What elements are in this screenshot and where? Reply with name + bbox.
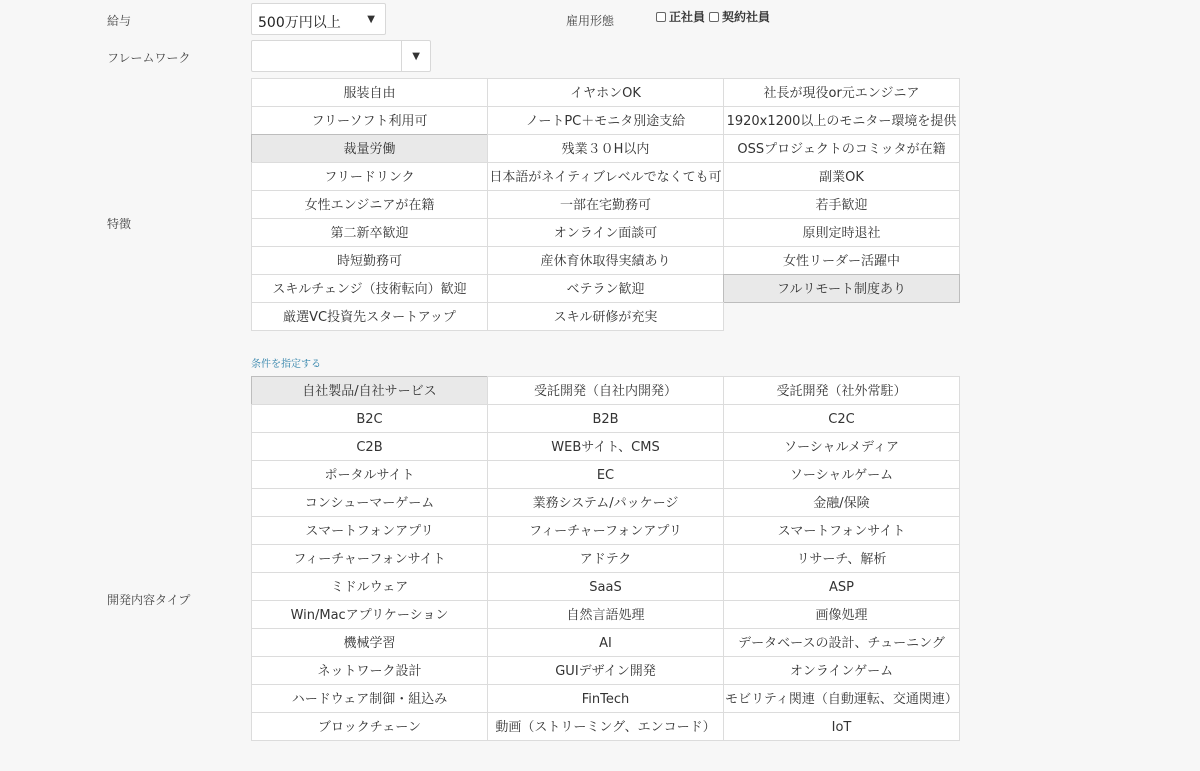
dev-type-option[interactable]: C2B (251, 432, 488, 461)
dev-type-option[interactable]: WEBサイト、CMS (487, 432, 724, 461)
salary-select[interactable] (251, 3, 386, 35)
dev-type-option[interactable]: フィーチャーフォンサイト (251, 544, 488, 573)
salary-label: 給与 (107, 14, 132, 28)
feature-option[interactable]: フリーソフト利用可 (251, 106, 488, 135)
feature-option[interactable]: 残業３０H以内 (487, 134, 724, 163)
framework-select[interactable] (251, 40, 431, 72)
feature-option[interactable]: 厳選VC投資先スタートアップ (251, 302, 488, 331)
chevron-down-icon: ▼ (367, 14, 375, 25)
feature-option[interactable]: フルリモート制度あり (723, 274, 960, 303)
dev-type-option[interactable]: アドテク (487, 544, 724, 573)
dev-type-option[interactable]: 受託開発（自社内開発） (487, 376, 724, 405)
dev-type-option[interactable]: 受託開発（社外常駐） (723, 376, 960, 405)
dev-type-option[interactable]: ブロックチェーン (251, 712, 488, 741)
dev-type-option[interactable]: GUIデザイン開発 (487, 656, 724, 685)
feature-option[interactable]: 副業OK (723, 162, 960, 191)
feature-option[interactable]: 産休育休取得実績あり (487, 246, 724, 275)
dev-type-option[interactable]: ソーシャルメディア (723, 432, 960, 461)
specify-conditions-link[interactable]: 条件を指定する (251, 359, 321, 370)
dev-type-option[interactable]: FinTech (487, 684, 724, 713)
dev-type-option[interactable]: ハードウェア制御・組込み (251, 684, 488, 713)
feature-option[interactable]: OSSプロジェクトのコミッタが在籍 (723, 134, 960, 163)
features-label: 特徴 (107, 217, 132, 231)
dev-type-option[interactable]: C2C (723, 404, 960, 433)
dev-type-option[interactable]: B2C (251, 404, 488, 433)
dev-types-grid (251, 376, 959, 740)
feature-option[interactable]: ベテラン歓迎 (487, 274, 724, 303)
dev-type-option[interactable]: ASP (723, 572, 960, 601)
dev-type-option[interactable]: スマートフォンサイト (723, 516, 960, 545)
employment-label: 雇用形態 (566, 14, 615, 28)
feature-option[interactable]: オンライン面談可 (487, 218, 724, 247)
employment-checkboxes (656, 8, 774, 25)
feature-option[interactable]: 服装自由 (251, 78, 488, 107)
features-grid (251, 78, 959, 330)
dev-type-option[interactable]: ミドルウェア (251, 572, 488, 601)
feature-option[interactable]: 女性リーダー活躍中 (723, 246, 960, 275)
dev-type-option[interactable]: リサーチ、解析 (723, 544, 960, 573)
feature-option[interactable]: 女性エンジニアが在籍 (251, 190, 488, 219)
dev-type-option[interactable]: 自然言語処理 (487, 600, 724, 629)
dev-type-option[interactable]: EC (487, 460, 724, 489)
feature-option[interactable]: 裁量労働 (251, 134, 488, 163)
feature-option[interactable]: 日本語がネイティブレベルでなくても可 (487, 162, 724, 191)
feature-option[interactable]: スキル研修が充実 (487, 302, 724, 331)
feature-option[interactable]: 1920x1200以上のモニター環境を提供 (723, 106, 960, 135)
employment-option-fulltime[interactable]: 正社員 (656, 8, 705, 25)
feature-option[interactable]: フリードリンク (251, 162, 488, 191)
dev-type-option[interactable]: B2B (487, 404, 724, 433)
framework-label: フレームワーク (107, 51, 191, 65)
feature-option[interactable]: 第二新卒歓迎 (251, 218, 488, 247)
dev-type-option[interactable]: ネットワーク設計 (251, 656, 488, 685)
dev-type-option[interactable]: ポータルサイト (251, 460, 488, 489)
dev-type-option[interactable]: SaaS (487, 572, 724, 601)
feature-option[interactable]: 時短勤務可 (251, 246, 488, 275)
chevron-down-icon: ▼ (412, 51, 420, 62)
dev-type-option[interactable]: データベースの設計、チューニング (723, 628, 960, 657)
dev-type-option[interactable]: AI (487, 628, 724, 657)
dev-type-option[interactable]: 機械学習 (251, 628, 488, 657)
dev-type-option[interactable]: オンラインゲーム (723, 656, 960, 685)
feature-option[interactable]: ノートPC＋モニタ別途支給 (487, 106, 724, 135)
feature-option[interactable]: 社長が現役or元エンジニア (723, 78, 960, 107)
checkbox[interactable] (656, 12, 666, 22)
feature-option[interactable]: スキルチェンジ（技術転向）歓迎 (251, 274, 488, 303)
dev-type-option[interactable]: フィーチャーフォンアプリ (487, 516, 724, 545)
dev-type-option[interactable]: モビリティ関連（自動運転、交通関連） (723, 684, 960, 713)
salary-select-value: 500万円以上 (258, 15, 341, 31)
employment-option-contract[interactable]: 契約社員 (709, 8, 770, 25)
feature-option[interactable]: イヤホンOK (487, 78, 724, 107)
feature-option[interactable]: 原則定時退社 (723, 218, 960, 247)
checkbox[interactable] (709, 12, 719, 22)
select-divider (401, 41, 402, 71)
dev-type-option[interactable]: 画像処理 (723, 600, 960, 629)
dev-type-option[interactable]: 動画（ストリーミング、エンコード） (487, 712, 724, 741)
dev-type-option[interactable]: Win/Macアプリケーション (251, 600, 488, 629)
dev-type-option[interactable]: コンシューマーゲーム (251, 488, 488, 517)
dev-type-option[interactable]: 金融/保険 (723, 488, 960, 517)
dev-types-label: 開発内容タイプ (107, 593, 191, 607)
dev-type-option[interactable]: 自社製品/自社サービス (251, 376, 488, 405)
dev-type-option[interactable]: ソーシャルゲーム (723, 460, 960, 489)
dev-type-option[interactable]: IoT (723, 712, 960, 741)
dev-type-option[interactable]: 業務システム/パッケージ (487, 488, 724, 517)
dev-type-option[interactable]: スマートフォンアプリ (251, 516, 488, 545)
feature-option[interactable]: 一部在宅勤務可 (487, 190, 724, 219)
feature-option[interactable]: 若手歓迎 (723, 190, 960, 219)
